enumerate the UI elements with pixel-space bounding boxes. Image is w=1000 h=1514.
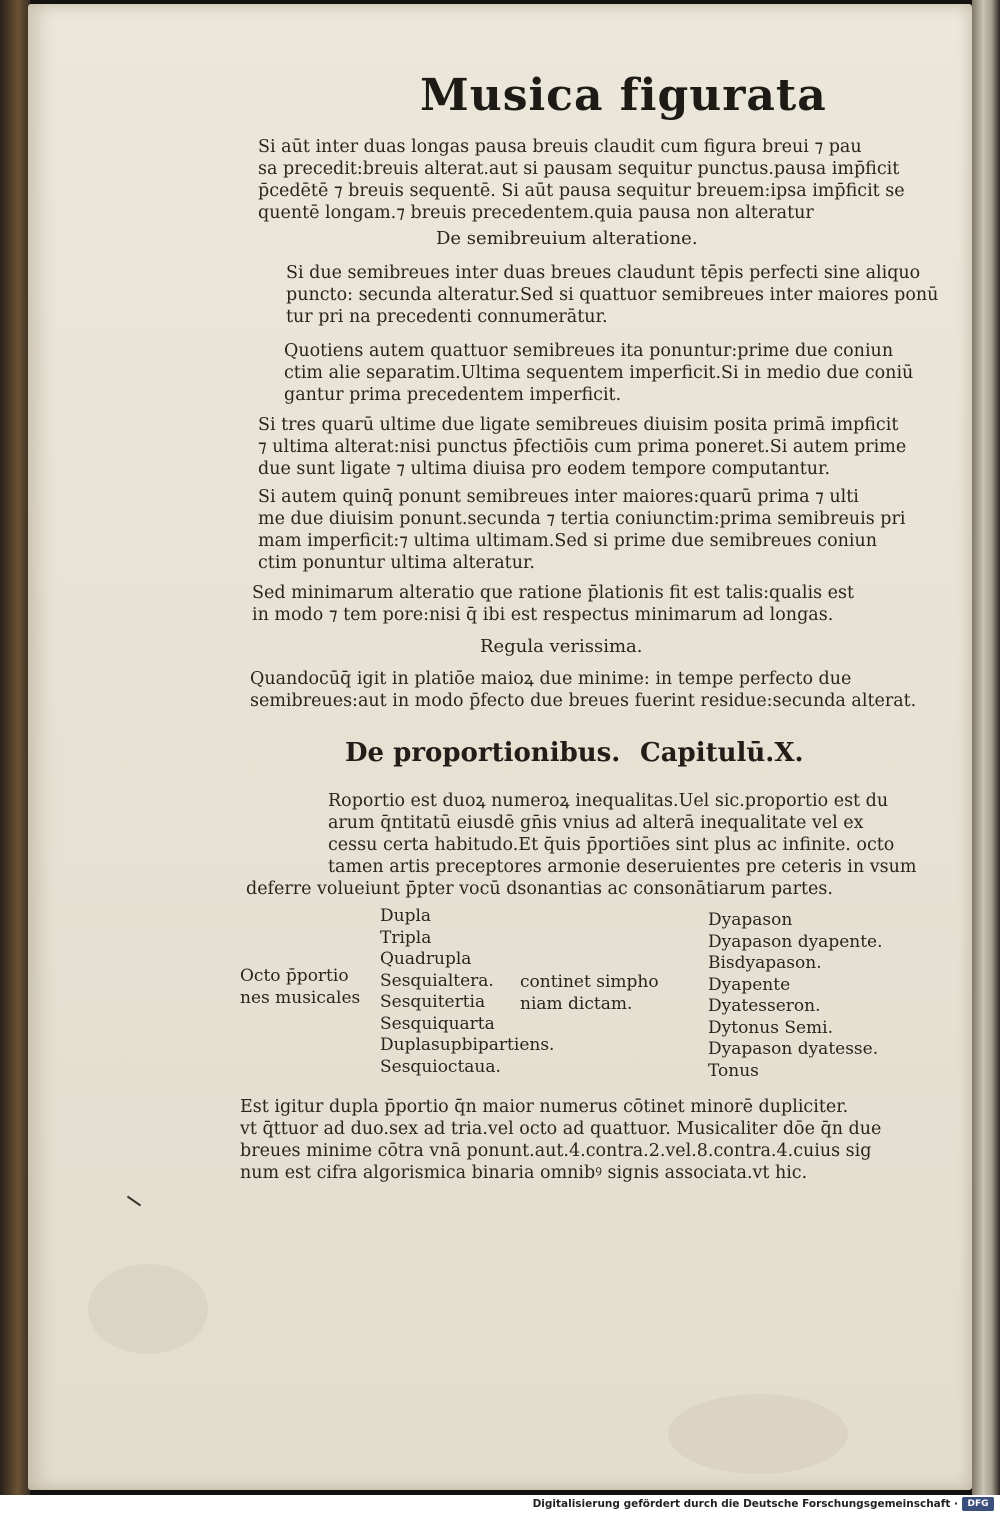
text-line: tamen artis preceptores armonie deseruientes pre ceteris in vsum [328, 857, 917, 877]
table-middle-label [520, 972, 659, 1015]
text-line: Sed minimarum alteratio que ratione p̄lationis fit est talis:qualis est [252, 583, 855, 603]
text-line: ⁊ ultima alterat:nisi punctus p̄fectiōis cum prima poneret.Si autem prime [258, 437, 907, 457]
list-item: Dytonus Semi. [708, 1017, 833, 1038]
list-item: Sesquiquarta [380, 1013, 495, 1034]
paragraph-1 [258, 136, 905, 224]
paragraph-8 [246, 790, 916, 900]
section-heading: De semibreuium alteratione. [436, 228, 698, 249]
list-item: Duplasupbipartiens. [380, 1035, 555, 1055]
list-item: Quadrupla [380, 949, 472, 969]
text-line: ctim ponuntur ultima alteratur. [258, 553, 535, 573]
list-item: Tripla [380, 927, 432, 948]
text-line: gantur prima precedentem imperficit. [284, 385, 622, 405]
text-line: Quotiens autem quattuor semibreues ita ponuntur:prime due coniun [284, 341, 894, 361]
text-line: arum q̄ntitatū eiusdē gn̄is vnius ad alterā inequalitate vel ex [328, 813, 864, 833]
text-line: Si autem quinq̄ ponunt semibreues inter maiores:quarū prima ⁊ ulti [258, 487, 859, 507]
dfg-logo[interactable]: DFG [962, 1497, 994, 1511]
list-item: Dupla [380, 906, 432, 926]
footer-bar [0, 1495, 1000, 1514]
text-line: num est cifra algorismica binaria omnibꝰ signis associata.vt hic. [240, 1163, 808, 1183]
text-line: niam dictam. [520, 993, 633, 1014]
book-spine-edge [0, 0, 30, 1495]
funding-credit: Digitalisierung gefördert durch die Deutsche Forschungsgemeinschaft · [532, 1498, 958, 1510]
text-line: Octo p̄portio [240, 966, 349, 986]
text-line: Est igitur dupla p̄portio q̄n maior numerus cōtinet minorē dupliciter. [240, 1097, 849, 1117]
paragraph-4 [258, 414, 906, 480]
list-item: Sesquioctaua. [380, 1056, 501, 1077]
paragraph-7 [250, 668, 916, 712]
text-line: Roportio est duoꝝ numeroꝝ inequalitas.Uel sic.proportio est du [328, 791, 889, 811]
list-item: Sesquialtera. [380, 970, 494, 991]
list-item: Dyatesseron. [708, 996, 821, 1016]
section-heading: Regula verissima. [480, 636, 643, 657]
text-line: vt q̄ttuor ad duo.sex ad tria.vel octo ad quattuor. Musicaliter dōe q̄n due [240, 1119, 882, 1139]
text-line: Quandocūq̄ igit in platiōe maioꝝ due minime: in tempe perfecto due [250, 669, 852, 689]
list-item: Dyapason dyatesse. [708, 1039, 879, 1059]
page-edge-right [972, 0, 1000, 1495]
paragraph-3 [284, 340, 913, 406]
text-line: me due diuisim ponunt.secunda ⁊ tertia coniunctim:prima semibreuis pri [258, 509, 906, 529]
interval-list [708, 910, 883, 1082]
text-line: nes musicales [240, 987, 361, 1008]
text-line: tur pri na precedenti connumerātur. [286, 307, 608, 327]
text-line: semibreues:aut in modo p̄fecto due breues fuerint residue:secunda alterat. [250, 691, 917, 711]
text-line: ctim alie separatim.Ultima sequentem imperficit.Si in medio due coniū [284, 363, 914, 383]
table-left-label [240, 966, 360, 1009]
text-line: Si due semibreues inter duas breues claudunt tēpis perfecti sine aliquo [286, 263, 921, 283]
text-line: mam imperficit:⁊ ultima ultimam.Sed si prime due semibreues coniun [258, 531, 878, 551]
text-line: due sunt ligate ⁊ ultima diuisa pro eodem tempore computantur. [258, 459, 831, 479]
chapter-title: De proportionibus. [345, 738, 621, 768]
page-title: Musica figurata [420, 70, 827, 121]
text-line: puncto: secunda alteratur.Sed si quattuor semibreues inter maiores ponū [286, 285, 939, 305]
text-line: breues minime cōtra vnā ponunt.aut.4.contra.2.vel.8.contra.4.cuius sig [240, 1141, 872, 1161]
paragraph-6 [252, 582, 854, 626]
chapter-number: Capitulū.X. [640, 738, 804, 768]
paper-stain [88, 1264, 208, 1354]
text-line: sa precedit:breuis alterat.aut si pausam sequitur punctus.pausa imp̄ficit [258, 159, 900, 179]
text-line: continet simpho [520, 972, 659, 992]
text-line: cessu certa habitudo.Et q̄uis p̄portiōes sint plus ac infinite. octo [328, 835, 895, 855]
list-item: Dyapente [708, 974, 791, 995]
list-item: Bisdyapason. [708, 953, 822, 973]
text-line: Si tres quarū ultime due ligate semibreues diuisim posita primā impficit [258, 415, 899, 435]
text-line: quentē longam.⁊ breuis precedentem.quia pausa non alteratur [258, 203, 814, 223]
paragraph-5 [258, 486, 905, 574]
list-item: Sesquitertia [380, 992, 486, 1012]
list-item: Tonus [708, 1060, 759, 1081]
list-item: Dyapason [708, 910, 793, 930]
text-line: Si aūt inter duas longas pausa breuis claudit cum figura breui ⁊ pau [258, 137, 862, 157]
list-item: Dyapason dyapente. [708, 931, 883, 952]
paragraph-2 [286, 262, 938, 328]
text-line: p̄cedētē ⁊ breuis sequentē. Si aūt pausa sequitur breuem:ipsa imp̄ficit se [258, 181, 905, 201]
paragraph-9 [240, 1096, 881, 1184]
text-line: deferre volueiunt p̄pter vocū dsonantias ac consonātiarum partes. [246, 879, 833, 899]
text-line: in modo ⁊ tem pore:nisi q̄ ibi est respectus minimarum ad longas. [252, 605, 834, 625]
paper-stain [668, 1394, 848, 1474]
